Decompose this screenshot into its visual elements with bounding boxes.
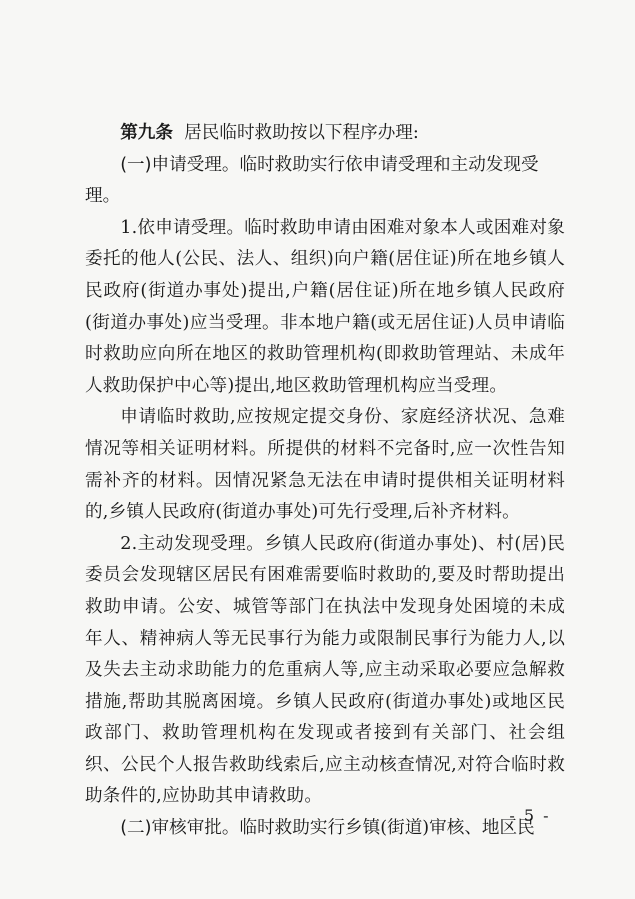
page-number: - 5 - [509,806,551,825]
document-body [85,118,565,845]
section-1-text: 临时救助实行依申请受理和主动发现受理。 [85,154,539,207]
article-heading [85,118,565,150]
article-spacer [173,123,184,143]
section-2-title: (二)审核审批。 [120,818,240,839]
section-1-heading [85,150,565,213]
article-text: 居民临时救助按以下程序办理: [184,123,419,143]
section-2-text: 临时救助实行乡镇(街道)审核、地区民 [239,818,535,839]
paragraph-application-materials: 申请临时救助,应按规定提交身份、家庭经济状况、急难情况等相关证明材料。所提供的材料不完备时,应一次性告知需补齐的材料。因情况紧急无法在申请时提供相关证明材料的,乡镇人民政府(街道办事处)可先行受理,后补齐材料。 [85,407,565,523]
section-2-heading [85,813,565,845]
article-label: 第九条 [120,123,173,143]
paragraph-application-acceptance: 1.依申请受理。临时救助申请由困难对象本人或困难对象委托的他人(公民、法人、组织)向户籍(居住证)所在地乡镇人民政府(街道办事处)提出,户籍(居住证)所在地乡镇人民政府(街道办事处)应当受理。非本地户籍(或无居住证)人员申请临时救助应向所在地区的救助管理机构(即救助管理站、未成年人救助保护中心等)提出,地区救助管理机构应当受理。 [85,217,565,396]
paragraph-active-discovery: 2.主动发现受理。乡镇人民政府(街道办事处)、村(居)民委员会发现辖区居民有困难需要临时救助的,要及时帮助提出救助申请。公安、城管等部门在执法中发现身处困境的未成年人、精神病人等无民事行为能力或限制民事行为能力人,以及失去主动求助能力的危重病人等,应主动采取必要应急解救措施,帮助其脱离困境。乡镇人民政府(街道办事处)或地区民政部门、救助管理机构在发现或者接到有关部门、社会组织、公民个人报告救助线索后,应主动核查情况,对符合临时救助条件的,应协助其申请救助。 [85,533,565,807]
section-1-title: (一)申请受理。 [120,154,240,175]
